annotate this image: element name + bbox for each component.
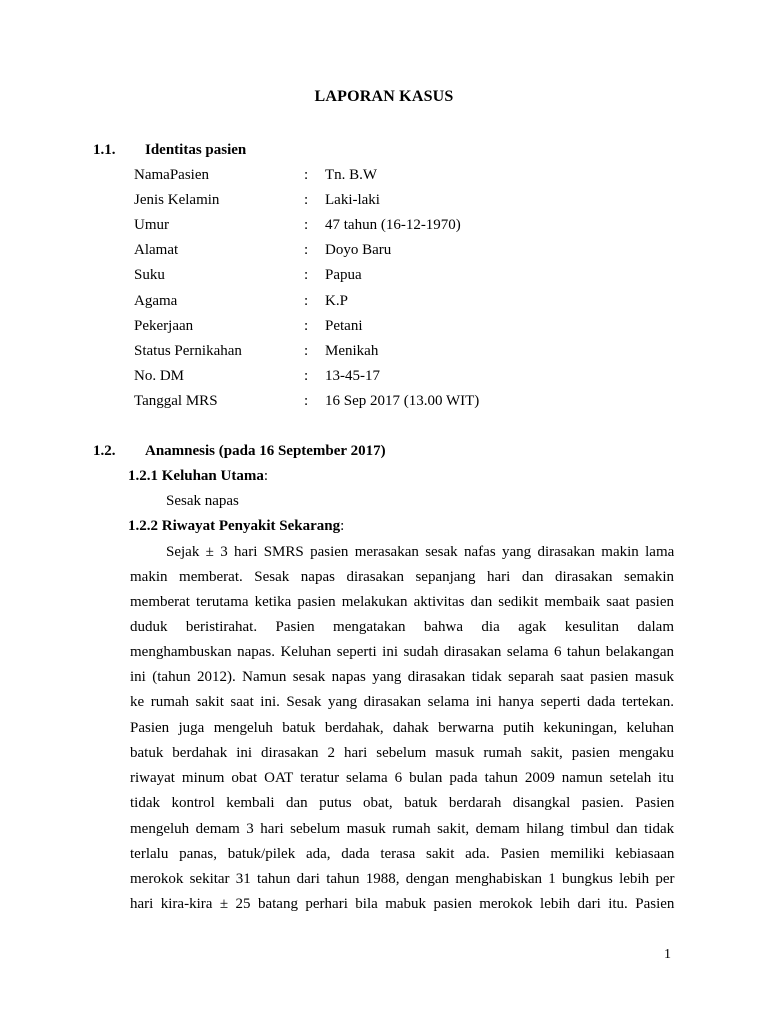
identity-separator: : [304, 167, 309, 183]
identity-separator: : [304, 267, 309, 283]
identity-row [134, 267, 634, 289]
paragraph-line: ini (tahun 2012). Namun sesak napas yang dirasakan tidak separah saat pasien masuk [130, 669, 674, 685]
identity-value: Laki-laki [325, 192, 380, 208]
identity-separator: : [304, 192, 309, 208]
identity-value: 47 tahun (16-12-1970) [325, 217, 461, 233]
subsection-title [128, 468, 268, 485]
section-number: 1.2. [93, 443, 116, 459]
subsection-heading: 1.2.2 Riwayat Penyakit Sekarang [128, 518, 341, 534]
identity-value: K.P [325, 293, 348, 309]
identity-separator: : [304, 318, 309, 334]
paragraph-line: terlalu panas, batuk/pilek ada, dada terasa sakit ada. Pasien memiliki kebiasaan [130, 846, 675, 862]
identity-row [134, 368, 634, 390]
identity-value: Papua [325, 267, 362, 283]
page-number: 1 [664, 947, 671, 962]
section-title: Anamnesis (pada 16 September 2017) [145, 443, 386, 459]
identity-value: Menikah [325, 343, 379, 359]
paragraph-line: riwayat minum obat OAT teratur selama 6 bulan pada tahun 2009 namun setelah itu [130, 770, 674, 786]
identity-row [134, 242, 634, 264]
paragraph-line: makin memberat. Sesak napas dirasakan sepanjang hari dan dirasakan semakin [130, 569, 675, 585]
subsection-colon: : [340, 518, 345, 534]
identity-row [134, 318, 634, 340]
section-title: Identitas pasien [145, 142, 247, 158]
subsection-title [128, 518, 344, 535]
identity-row [134, 343, 634, 365]
paragraph-line: menghambuskan napas. Keluhan seperti ini sudah dirasakan selama 6 tahun belakangan [130, 644, 674, 660]
identity-separator: : [304, 393, 309, 409]
identity-label: NamaPasien [134, 167, 209, 183]
identity-label: Status Pernikahan [134, 343, 242, 359]
paragraph-line: batuk berdahak ini dirasakan 2 hari sebelum masuk rumah sakit, pasien mengaku [130, 745, 674, 761]
identity-label: Jenis Kelamin [134, 192, 220, 208]
identity-separator: : [304, 293, 309, 309]
identity-separator: : [304, 217, 309, 233]
identity-label: Agama [134, 293, 178, 309]
identity-label: Alamat [134, 242, 179, 258]
identity-row [134, 217, 634, 239]
paragraph-line: hari kira-kira ± 25 batang perhari bila mabuk pasien merokok lebih dari itu. Pasien [130, 896, 675, 912]
subsection-heading: 1.2.1 Keluhan Utama [128, 468, 264, 484]
paragraph-line: tidak kontrol kembali dan putus obat, batuk berdarah disangkal pasien. Pasien [130, 795, 675, 811]
chief-complaint-text: Sesak napas [166, 493, 239, 509]
identity-row [134, 167, 634, 189]
identity-row [134, 293, 634, 315]
identity-label: No. DM [134, 368, 185, 384]
identity-value: 13-45-17 [325, 368, 380, 384]
identity-label: Pekerjaan [134, 318, 194, 334]
identity-value: 16 Sep 2017 (13.00 WIT) [325, 393, 480, 409]
identity-row [134, 393, 634, 415]
document-title: LAPORAN KASUS [314, 88, 454, 105]
paragraph-line: ke rumah sakit saat ini. Sesak yang dirasakan selama ini hanya seperti dada tertekan. [130, 694, 674, 710]
identity-value: Doyo Baru [325, 242, 392, 258]
identity-separator: : [304, 368, 309, 384]
paragraph-line: Pasien juga mengeluh batuk berdahak, dahak berwarna putih kekuningan, keluhan [130, 720, 674, 736]
identity-label: Umur [134, 217, 169, 233]
identity-label: Tanggal MRS [134, 393, 218, 409]
paragraph-line: memberat terutama ketika pasien melakukan aktivitas dan sedikit membaik saat pasien [130, 594, 674, 610]
paragraph-line: Sejak ± 3 hari SMRS pasien merasakan sesak nafas yang dirasakan makin lama [166, 544, 675, 560]
section-number: 1.1. [93, 142, 116, 158]
identity-row [134, 192, 634, 214]
paragraph-line: merokok sekitar 31 tahun dari tahun 1988, dengan menghabiskan 1 bungkus lebih per [130, 871, 675, 887]
identity-separator: : [304, 343, 309, 359]
identity-value: Petani [325, 318, 363, 334]
paragraph-line: duduk beristirahat. Pasien mengatakan bahwa dia agak kesulitan dalam [130, 619, 674, 635]
identity-value: Tn. B.W [325, 167, 378, 183]
identity-separator: : [304, 242, 309, 258]
subsection-colon: : [263, 468, 269, 484]
paragraph-line: mengeluh demam 3 hari sebelum masuk rumah sakit, demam hilang timbul dan tidak [130, 821, 675, 837]
identity-label: Suku [134, 267, 165, 283]
